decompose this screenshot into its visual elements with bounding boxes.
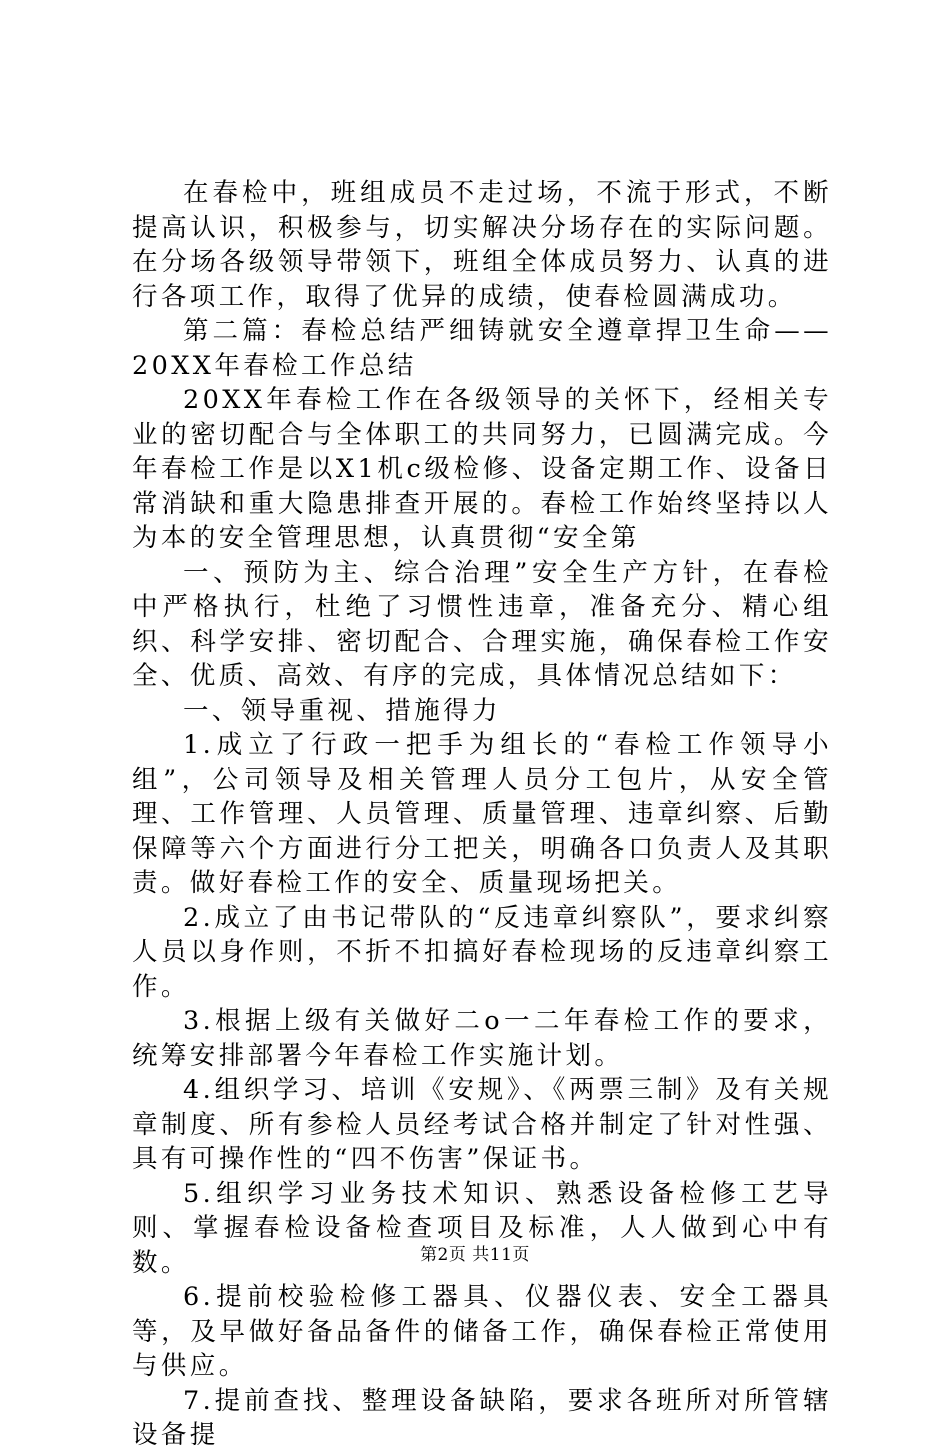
list-item-3: 3.根据上级有关做好二o一二年春检工作的要求，统筹安排部署今年春检工作实施计划。 bbox=[132, 1006, 832, 1071]
list-item-6: 6.提前校验检修工器具、仪器仪表、安全工器具等，及早做好备品备件的储备工作，确保春检正常使用与供应。 bbox=[132, 1282, 832, 1381]
page-number-label: 第2页 共11页 bbox=[420, 1245, 530, 1265]
list-item-5: 5.组织学习业务技术知识、熟悉设备检修工艺导则、掌握春检设备检查项目及标准，人人做到心中有数。 bbox=[132, 1178, 832, 1278]
list-item-1: 1.成立了行政一把手为组长的“春检工作领导小组”，公司领导及相关管理人员分工包片，从安全管理、工作管理、人员管理、质量管理、违章纠察、后勤保障等六个方面进行分工把关，明确各口负责人及其职责。做好春检工作的安全、质量现场把关。 bbox=[132, 730, 832, 898]
list-item-4: 4.组织学习、培训《安规》、《两票三制》及有关规章制度、所有参检人员经考试合格并制定了针对性强、具有可操作性的“四不伤害”保证书。 bbox=[132, 1075, 832, 1174]
list-item-7: 7.提前查找、整理设备缺陷，要求各班所对所管辖设备提 bbox=[132, 1385, 832, 1450]
section-heading-leadership: 一、领导重视、措施得力 bbox=[183, 695, 501, 726]
list-item-2: 2.成立了由书记带队的“反违章纠察队”，要求纠察人员以身作则，不折不扣搞好春检现场的反违章纠察工作。 bbox=[132, 902, 832, 1002]
paragraph-overview: 20XX年春检工作在各级领导的关怀下，经相关专业的密切配合与全体职工的共同努力，已圆满完成。今年春检工作是以X1机c级检修、设备定期工作、设备日常消缺和重大隐患排查开展的。春检工作始终坚持以人为本的安全管理思想，认真贯彻“安全第 bbox=[132, 385, 832, 553]
paragraph-policy: 一、预防为主、综合治理”安全生产方针，在春检中严格执行，杜绝了习惯性违章，准备充分、精心组织、科学安排、密切配合、合理实施，确保春检工作安全、优质、高效、有序的完成，具体情况总结如下： bbox=[132, 557, 832, 691]
section-heading-part-two: 第二篇：春检总结严细铸就安全遵章捍卫生命——20XX年春检工作总结 bbox=[132, 316, 832, 381]
page-footer bbox=[0, 1244, 950, 1266]
paragraph-intro: 在春检中，班组成员不走过场，不流于形式，不断提高认识，积极参与，切实解决分场存在的实际问题。在分场各级领导带领下，班组全体成员努力、认真的进行各项工作，取得了优异的成绩，使春检圆满成功。 bbox=[132, 178, 832, 312]
